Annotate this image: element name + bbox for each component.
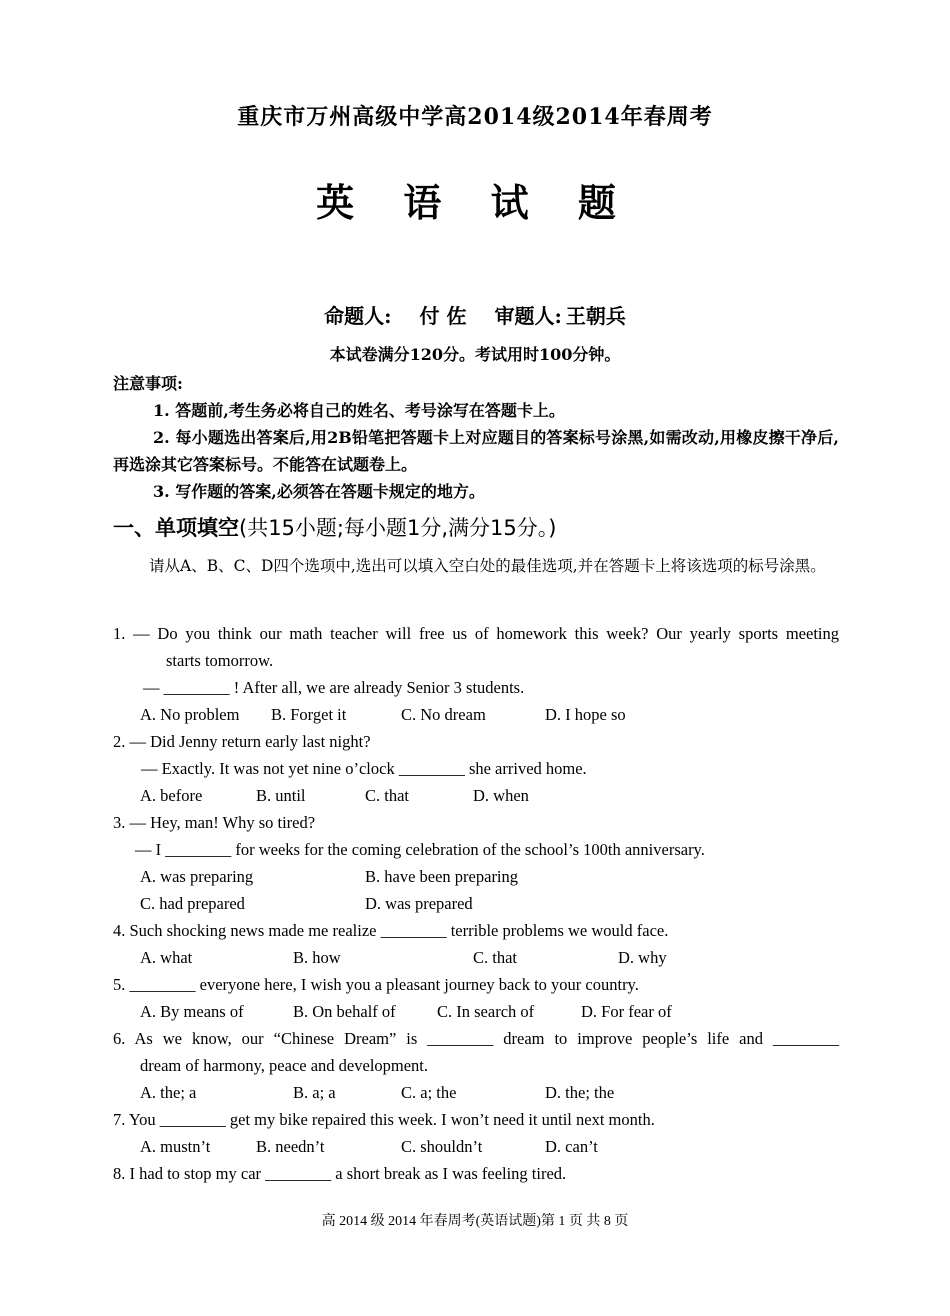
q6-option-b: B. a; a	[293, 1083, 336, 1102]
note-item-3: 3. 写作题的答案,必须答在答题卡规定的地方。	[153, 482, 485, 501]
q1-reply: — ________ ! After all, we are already Senior 3 students.	[143, 678, 525, 697]
q4-option-a: A. what	[140, 948, 193, 967]
exam-title: 英 语 试 题	[316, 180, 634, 225]
author-label: 命题人:	[324, 304, 392, 328]
q2-option-c: C. that	[365, 786, 409, 805]
note-item-1: 1. 答题前,考生务必将自己的姓名、考号涂写在答题卡上。	[153, 401, 565, 420]
q4-options	[113, 944, 839, 971]
q3-options-row1	[113, 863, 839, 890]
q1-option-a: A. No problem	[140, 705, 240, 724]
reviewer-name: 王朝兵	[565, 304, 626, 328]
q2-option-b: B. until	[256, 786, 306, 805]
q3-options-row2	[113, 890, 839, 917]
school-title: 重庆市万州高级中学高2014级2014年春周考	[237, 104, 713, 130]
q3-option-d: D. was prepared	[365, 894, 473, 913]
section-heading	[113, 512, 839, 542]
section-heading-rest: (共15小题;每小题1分,满分15分。)	[239, 516, 557, 540]
q2-option-d: D. when	[473, 786, 529, 805]
q1-option-b: B. Forget it	[271, 705, 347, 724]
q4-option-c: C. that	[473, 948, 517, 967]
q4-option-b: B. how	[293, 948, 341, 967]
q4-stem: 4. Such shocking news made me realize ________ terrible problems we would face.	[113, 921, 669, 940]
q6-options	[113, 1079, 839, 1106]
q8-stem: 8. I had to stop my car ________ a short break as I was feeling tired.	[113, 1164, 567, 1183]
note-item-2: 2. 每小题选出答案后,用2B铅笔把答题卡上对应题目的答案标号涂黑,如需改动,用橡皮擦干净后,再选涂其它答案标号。不能答在试题卷上。	[113, 428, 839, 474]
q5-options	[113, 998, 839, 1025]
author-name: 付 佐	[419, 304, 467, 328]
notes-title: 注意事项:	[113, 374, 183, 393]
q3-reply: — I ________ for weeks for the coming celebration of the school’s 100th anniversary.	[135, 840, 705, 859]
reviewer-label: 审题人:	[494, 304, 562, 328]
q4-option-d: D. why	[618, 948, 667, 967]
q1-stem-cont: starts tomorrow.	[166, 651, 274, 670]
q2-reply: — Exactly. It was not yet nine o’clock ________ she arrived home.	[141, 759, 587, 778]
q1-stem: 1. — Do you think our math teacher will free us of homework this week? Our yearly sports meeting	[113, 624, 839, 643]
q5-option-b: B. On behalf of	[293, 1002, 396, 1021]
notes	[113, 370, 839, 505]
score-info: 本试卷满分120分。考试用时100分钟。	[329, 345, 621, 364]
q3-option-c: C. had prepared	[140, 894, 245, 913]
q6-option-d: D. the; the	[545, 1083, 615, 1102]
q6-stem-cont: dream of harmony, peace and development.	[140, 1056, 429, 1075]
q3-option-b: B. have been preparing	[365, 867, 519, 886]
section-heading-bold: 一、单项填空	[113, 516, 239, 540]
q7-option-a: A. mustn’t	[140, 1137, 211, 1156]
q7-option-c: C. shouldn’t	[401, 1137, 483, 1156]
q7-option-d: D. can’t	[545, 1137, 598, 1156]
q7-options	[113, 1133, 839, 1160]
q5-option-c: C. In search of	[437, 1002, 535, 1021]
authors-line	[0, 300, 950, 329]
question-list	[113, 620, 839, 1187]
q2-option-a: A. before	[140, 786, 203, 805]
q6-option-a: A. the; a	[140, 1083, 197, 1102]
q3-stem: 3. — Hey, man! Why so tired?	[113, 813, 316, 832]
section-instruction: 请从A、B、C、D四个选项中,选出可以填入空白处的最佳选项,并在答题卡上将该选项的标号涂黑。	[149, 557, 826, 575]
q7-stem: 7. You ________ get my bike repaired this week. I won’t need it until next month.	[113, 1110, 655, 1129]
q3-option-a: A. was preparing	[140, 867, 254, 886]
q2-stem: 2. — Did Jenny return early last night?	[113, 732, 371, 751]
q5-option-d: D. For fear of	[581, 1002, 672, 1021]
q1-options	[113, 701, 839, 728]
q1-option-d: D. I hope so	[545, 705, 626, 724]
q5-option-a: A. By means of	[140, 1002, 244, 1021]
q6-stem: 6. As we know, our “Chinese Dream” is ________ dream to improve people’s life and ________	[113, 1029, 839, 1048]
q7-option-b: B. needn’t	[256, 1137, 325, 1156]
q5-stem: 5. ________ everyone here, I wish you a pleasant journey back to your country.	[113, 975, 639, 994]
q1-option-c: C. No dream	[401, 705, 486, 724]
q2-options	[113, 782, 839, 809]
q6-option-c: C. a; the	[401, 1083, 457, 1102]
page-footer: 高 2014 级 2014 年春周考(英语试题)第 1 页 共 8 页	[321, 1214, 629, 1229]
